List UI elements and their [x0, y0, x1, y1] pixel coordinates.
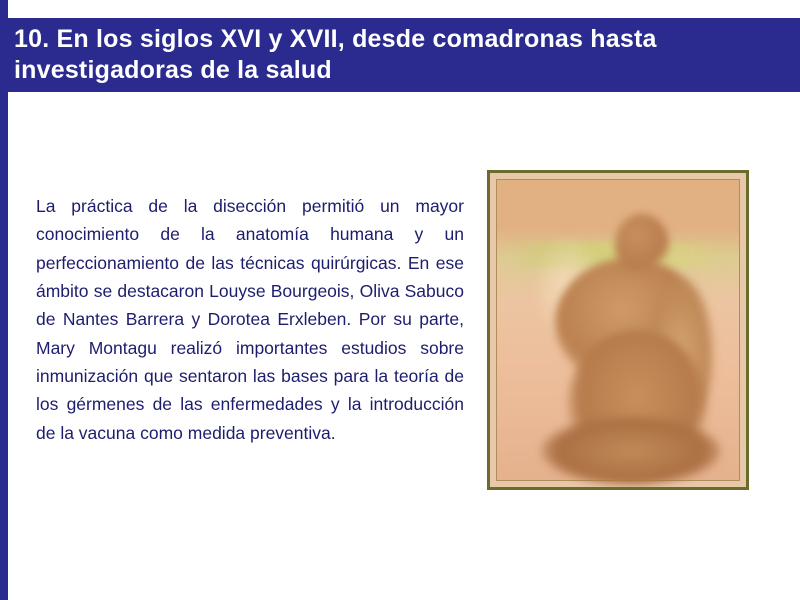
anatomical-engraving-image	[487, 170, 749, 490]
engraving-head	[615, 214, 669, 276]
body-paragraph: La práctica de la disección permitió un mayor conocimiento de la anatomía humana y un perfeccionamiento de las técnicas quirúrgicas. En ese ámbito se destacaron Louyse Bourgeois, Oliva Sabuco de Nantes Barrera y Dorotea Erxleben. Por su parte, Mary Montagu realizó importantes estudios sobre inmunización que sentaron las bases para la teoría de los gérmenes de las enfermedades y la introducción de la vacuna como medida preventiva.	[36, 196, 464, 443]
slide-body-text	[36, 192, 464, 447]
engraving-canvas	[496, 179, 740, 481]
page-title: 10. En los siglos XVI y XVII, desde comadronas hasta investigadoras de la salud	[14, 24, 657, 84]
slide-title-band	[0, 18, 800, 92]
engraving-legs	[541, 416, 721, 486]
